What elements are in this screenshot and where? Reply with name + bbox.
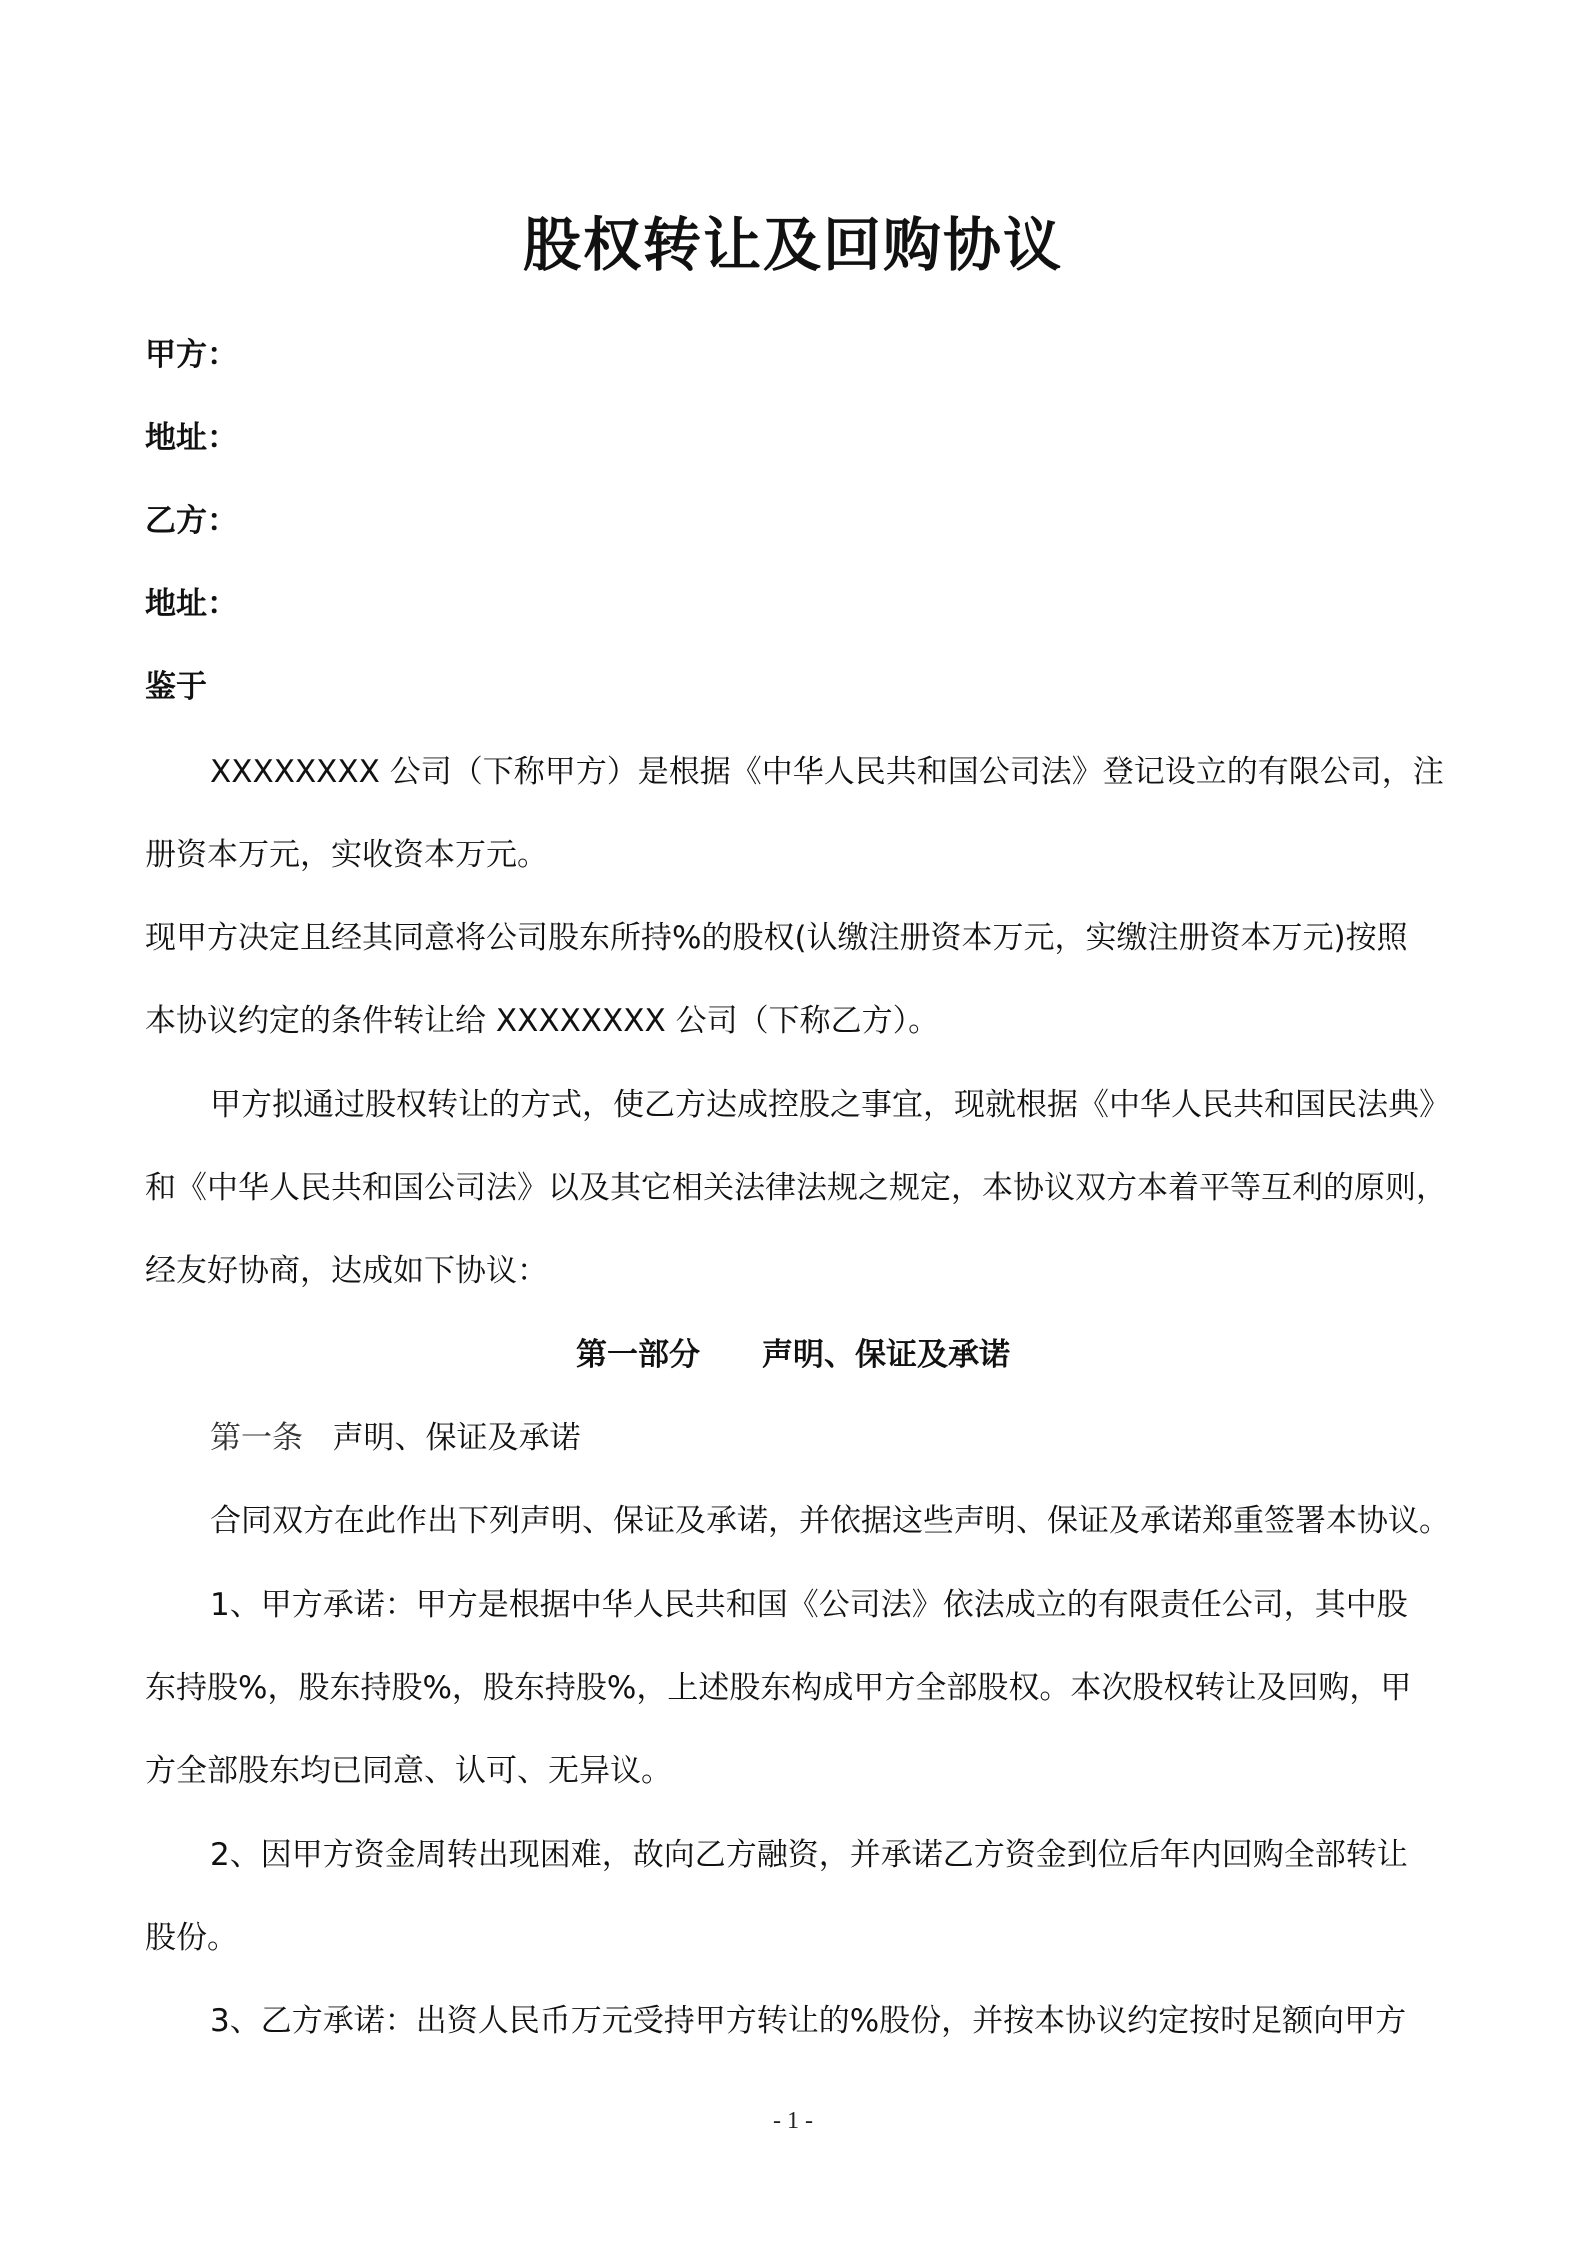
whereas-paragraph-line: 册资本万元，实收资本万元。 — [145, 837, 548, 873]
whereas-paragraph-line: 甲方拟通过股权转让的方式，使乙方达成控股之事宜，现就根据《中华人民共和国民法典》 — [210, 1087, 1450, 1123]
body-line: 股份。 — [145, 1920, 238, 1956]
whereas-paragraph-line: 本协议约定的条件转让给 XXXXXXXX 公司（下称乙方）。 — [145, 1003, 940, 1039]
whereas-label: 鉴于 — [145, 669, 207, 705]
address-b-label: 地址： — [145, 586, 238, 622]
party-a-label: 甲方： — [145, 337, 238, 373]
part-heading-number: 第一部分 — [576, 1337, 700, 1373]
document-title: 股权转让及回购协议 — [522, 211, 1063, 279]
body-line: 2、因甲方资金周转出现困难，故向乙方融资，并承诺乙方资金到位后年内回购全部转让 — [210, 1837, 1408, 1873]
article-number: 第一条 — [210, 1420, 303, 1456]
whereas-paragraph-line: 经友好协商，达成如下协议： — [145, 1253, 548, 1289]
part-heading — [0, 1330, 1586, 1380]
page-number: - 1 - — [773, 2108, 813, 2134]
whereas-paragraph-line: 和《中华人民共和国公司法》以及其它相关法律法规之规定，本协议双方本着平等互利的原则， — [145, 1170, 1447, 1206]
whereas-paragraph-line: 现甲方决定且经其同意将公司股东所持%的股权(认缴注册资本万元，实缴注册资本万元)按照 — [145, 920, 1408, 956]
whereas-paragraph-line: XXXXXXXX 公司（下称甲方）是根据《中华人民共和国公司法》登记设立的有限公司，注 — [210, 754, 1444, 790]
article-title: 声明、保证及承诺 — [332, 1420, 581, 1456]
body-line: 合同双方在此作出下列声明、保证及承诺，并依据这些声明、保证及承诺郑重签署本协议。 — [210, 1503, 1450, 1539]
party-b-label: 乙方： — [145, 503, 238, 539]
body-line: 3、乙方承诺：出资人民币万元受持甲方转让的%股份，并按本协议约定按时足额向甲方 — [210, 2003, 1407, 2039]
body-line: 1、甲方承诺：甲方是根据中华人民共和国《公司法》依法成立的有限责任公司，其中股 — [210, 1587, 1408, 1623]
part-heading-title: 声明、保证及承诺 — [762, 1337, 1010, 1373]
article-heading — [210, 1413, 1455, 1463]
body-line: 东持股%，股东持股%，股东持股%，上述股东构成甲方全部股权。本次股权转让及回购，甲 — [145, 1670, 1412, 1706]
body-line: 方全部股东均已同意、认可、无异议。 — [145, 1753, 672, 1789]
address-a-label: 地址： — [145, 420, 238, 456]
